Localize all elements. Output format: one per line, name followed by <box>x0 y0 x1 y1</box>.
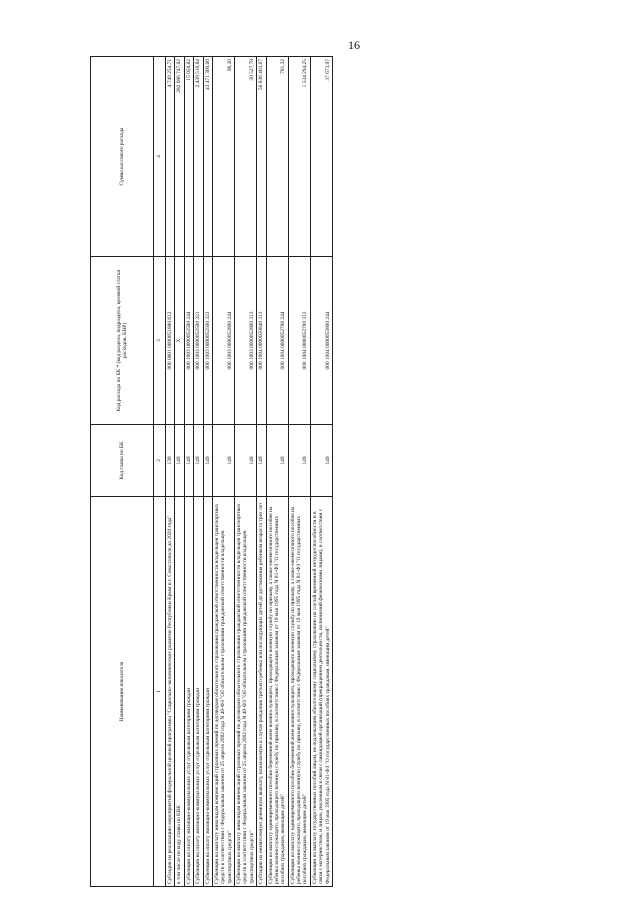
row-name: Субвенции на выплату единовременного пособия беременной жене военнослужащего, проходящего военную службу по призыву, а также ежемесячного пособия на ребенка военнослужащего, проходящего военную службу по призыву, в соответствии с Федеральным законом от 19 мая 1995 года N 81-ФЗ "О государственных пособиях гражданам, имеющим детей" <box>266 497 288 887</box>
row-kbk: 000 1004 0000050840 313 <box>257 257 266 425</box>
row-sum: 1 534 294,25 <box>288 57 310 257</box>
table-row <box>212 57 234 887</box>
row-sum: 781,32 <box>266 57 288 257</box>
row-sum: 282 086 747,02 <box>175 57 184 257</box>
col-number-4: 4 <box>154 57 166 257</box>
expenses-table <box>90 56 333 887</box>
table-body <box>166 57 333 887</box>
row-name: Субсидии на ежемесячную денежную выплату, назначаемую в случае рождения третьего ребенка или последующих детей до достижения ребенком возраста трех лет <box>257 497 266 887</box>
row-sum: 4 749 254,71 <box>166 57 175 257</box>
table-row <box>257 57 266 887</box>
row-kbk: 000 1003 0000052800 313 <box>235 257 257 425</box>
table-row <box>235 57 257 887</box>
row-code: 149 <box>212 425 234 497</box>
row-name: в том числе по коду главы по КВК <box>175 497 184 887</box>
row-code: 149 <box>194 425 203 497</box>
row-sum: 30 527,78 <box>235 57 257 257</box>
table-row <box>166 57 175 887</box>
row-name: Субвенции на выплату единовременного пособия беременной жене военнослужащего, проходящего военную службу по призыву, а также ежемесячного пособия на ребенка военнослужащего, проходящего военную службу по призыву, в соответствии с Федеральным законом от 19 мая 1995 года N 81-ФЗ "О государственных пособиях гражданам, имеющим детей" <box>288 497 310 887</box>
table-row <box>175 57 184 887</box>
row-name: Субвенции на выплату инвалидам компенсаций страховых премий по договорам обязательного страхования гражданской ответственности владельцев транспортных средств в соответствии с Федеральным законом от 25 апреля 2002 года N 40-ФЗ "Об обязательном страховании гражданской ответственности владельцев транспортных средств" <box>235 497 257 887</box>
row-kbk: X <box>175 257 184 425</box>
row-kbk: 000 1004 0000052700 244 <box>266 257 288 425</box>
table-row <box>194 57 203 887</box>
row-sum: 43 471 300,00 <box>203 57 212 257</box>
row-name: Субвенции на выплату инвалидам компенсаций страховых премий по договорам обязательного страхования гражданской ответственности владельцев транспортных средств в соответствии с Федеральным законом от 25 апреля 2002 года N 40-ФЗ "Об обязательном страховании гражданской ответственности владельцев транспортных средств" <box>212 497 234 887</box>
row-code: 149 <box>203 425 212 497</box>
row-code: 139 <box>166 425 175 497</box>
row-code: 149 <box>266 425 288 497</box>
table-row <box>184 57 193 887</box>
row-sum: 96,20 <box>212 57 234 257</box>
table-header-row <box>91 57 154 887</box>
row-kbk: 000 1004 0000053800 244 <box>310 257 332 425</box>
header-kbk: Код расхода по БК * (код раздела, подраздела, целевой статьи расходов, КВР) <box>91 257 154 425</box>
row-sum: 56 636 403,07 <box>257 57 266 257</box>
row-sum: 15 050,82 <box>184 57 193 257</box>
table-row <box>266 57 288 887</box>
header-name: Наименование показателя <box>91 497 154 887</box>
row-code: 149 <box>184 425 193 497</box>
row-kbk: 000 1003 0000052500 323 <box>203 257 212 425</box>
rotated-table-block <box>90 57 560 887</box>
row-code: 149 <box>257 425 266 497</box>
header-code: Код главы по БК <box>91 425 154 497</box>
table-row <box>203 57 212 887</box>
table-row <box>310 57 332 887</box>
page-number: 16 <box>348 38 360 52</box>
row-name: Субвенции на оплату жилищно-коммунальных услуг отдельным категориям граждан <box>203 497 212 887</box>
col-number-2: 2 <box>154 425 166 497</box>
row-kbk: 000 0801 0000051880 612 <box>166 257 175 425</box>
row-name: Субсидии на реализацию мероприятий федеральной целевой программы "Социально-экономическое развитие Республики Крым и г. Севастополя до 2020 года" <box>166 497 175 887</box>
row-kbk: 000 1004 0000052700 313 <box>288 257 310 425</box>
row-sum: 2 439 516,84 <box>194 57 203 257</box>
row-code: 149 <box>310 425 332 497</box>
header-sum: Сумма кассового расхода <box>91 57 154 257</box>
column-number-row <box>154 57 166 887</box>
row-code: 149 <box>288 425 310 497</box>
table-row <box>288 57 310 887</box>
col-number-3: 3 <box>154 257 166 425</box>
row-kbk: 000 1003 0000052500 321 <box>194 257 203 425</box>
col-number-1: 1 <box>154 497 166 887</box>
row-name: Субвенции на оплату жилищно-коммунальных услуг отдельным категориям граждан <box>184 497 193 887</box>
row-code: 149 <box>175 425 184 497</box>
row-name: Субвенции на выплату государственных пособий лицам, не подлежащим обязательному социальному страхованию на случай временной нетрудоспособности и в связи с материнством, и лицам, уволенным в связи с ликвидацией организаций (прекращением деятельности, полномочий физическими лицами), в соответствии с Федеральным законом от 19 мая 1995 года N 81-ФЗ "О государственных пособиях гражданам, имеющим детей" <box>310 497 332 887</box>
row-kbk: 000 1003 0000052500 244 <box>184 257 193 425</box>
row-name: Субвенции на оплату жилищно-коммунальных услуг отдельным категориям граждан <box>194 497 203 887</box>
row-kbk: 000 1003 0000052800 244 <box>212 257 234 425</box>
row-code: 149 <box>235 425 257 497</box>
row-sum: 37 673,97 <box>310 57 332 257</box>
